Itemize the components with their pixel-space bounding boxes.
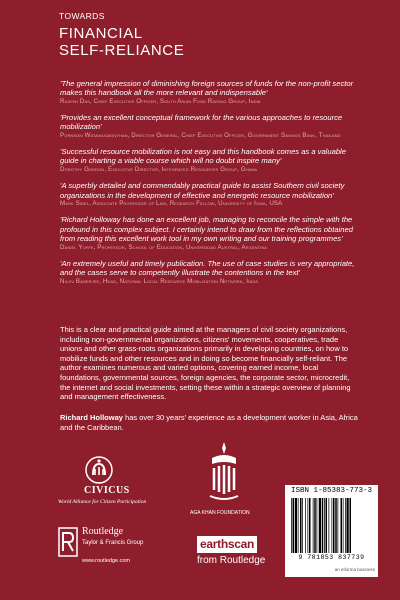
endorsement — [60, 259, 360, 285]
barcode-bar — [322, 498, 324, 553]
earthscan-from: from Routledge — [197, 555, 266, 566]
civicus-tagline: World Alliance for Citizen Participation — [58, 499, 147, 505]
routledge-tagline: Taylor & Francis Group — [82, 540, 144, 546]
barcode-bar — [332, 498, 333, 553]
civicus-name: CIVICUS — [84, 485, 130, 496]
informa-label: an informa business — [334, 567, 375, 572]
barcode-bar — [302, 498, 303, 553]
endorsement-attribution: Nilov Banerjee, Head, National Local Resource Mobilization Network, India — [60, 277, 258, 285]
routledge-name: Routledge — [82, 526, 124, 537]
endorsement-quote: 'A superbly detailed and commendably practical guide to assist Southern civil society organizations in the development of effective and energetic resource mobilization' — [60, 181, 345, 200]
routledge-emblem-icon — [58, 527, 78, 557]
endorsement — [60, 113, 360, 139]
title-line-2: SELF-RELIANCE — [59, 42, 185, 59]
barcode-bar — [338, 498, 339, 553]
barcode-bar — [341, 498, 343, 553]
aga-khan-name: AGA KHAN FOUNDATION — [190, 510, 250, 516]
barcode-bar — [347, 498, 349, 553]
endorsement — [60, 79, 360, 105]
barcode-bar — [314, 498, 316, 553]
barcode-bar — [333, 498, 335, 553]
barcode-number: 9 781853 837739 — [298, 554, 365, 561]
endorsement-attribution: Mark Sidel, Associate Professor of Law, Research Fellow, University of Iowa, USA — [60, 200, 283, 208]
endorsement-quote: 'An extremely useful and timely publication. The use of case studies is very appropriate, and the cases serve to competently illustrate the contentions in the text' — [60, 258, 355, 277]
barcode-bar — [343, 498, 344, 553]
book-description: This is a clear and practical guide aimed at the managers of civil society organizations, including non-governmental organizations, citizens' movements, cooperatives, trade unions and other grass-roots organizations primarily in developing countries, on how to mobilize funds and other resources and in doing so become financially self-reliant. The author examines numerous and varied options, covering earned income, local foundations, governmental sources, foreign agencies, the corporate sector, microcredit, the internet and social investments, setting these within a strategic overview of planning and management effectiveness. — [60, 325, 351, 402]
barcode-bar — [326, 498, 328, 553]
endorsement-quote: 'Richard Holloway has done an excellent job, managing to reconcile the simple with the profound in this complex subject. I certainly intend to draw from the reflections obtained from reading this excellent work tool in my own writing and our training programmes' — [60, 215, 353, 243]
barcode-bar — [291, 498, 292, 553]
barcode-bar — [309, 498, 311, 553]
barcode-bar — [345, 498, 346, 553]
endorsement-quote: 'Successful resource mobilization is not easy and this handbook comes as a valuable guide in charting a viable course which will no doubt inspire many' — [60, 147, 346, 166]
author-bio-text: has over 30 years' experience as a development worker in Asia, Africa and the Caribbean. — [60, 413, 358, 432]
endorsement-attribution: Daniel Yoffe, Professor, School of Education, Universidad Austral, Argentina — [60, 243, 268, 251]
barcode-bar — [313, 498, 314, 553]
title-prefix: TOWARDS — [59, 11, 105, 21]
barcode-bar — [350, 498, 352, 553]
barcode-bar — [295, 498, 297, 553]
barcode-bar — [308, 498, 309, 553]
aga-khan-emblem-icon — [204, 440, 244, 504]
author-name: Richard Holloway — [60, 413, 123, 422]
barcode-bar — [319, 498, 321, 553]
endorsement — [60, 181, 360, 207]
endorsement-quote: 'Provides an excellent conceptual framework for the various approaches to resource mobilization' — [60, 113, 343, 132]
endorsement-quote: 'The general impression of diminishing foreign sources of funds for the non-profit sector makes this handbook all the more relevant and indispensable' — [60, 79, 354, 98]
barcode-bar — [329, 498, 330, 553]
barcode-bar — [298, 498, 299, 553]
aga-khan-foundation-logo — [190, 440, 260, 520]
barcode-bar — [324, 498, 325, 553]
earthscan-wordmark: earthscan — [197, 536, 257, 553]
endorsements — [60, 79, 360, 293]
endorsement — [60, 215, 360, 250]
endorsement-attribution: Dorothy Gordon, Executive Director, Integrated Resources Group, Ghana — [60, 166, 258, 174]
author-bio — [60, 413, 358, 432]
endorsement-attribution: Pornsom Watanasakinthan, Director General, Chief Executive Officer, Government Savings Bank, Thailand — [60, 132, 341, 140]
barcode-bar — [335, 498, 337, 553]
title-line-1: FINANCIAL — [59, 25, 143, 42]
barcode-panel — [285, 485, 378, 577]
earthscan-logo — [197, 535, 277, 575]
barcode-bar — [317, 498, 318, 553]
barcode-bar — [300, 498, 302, 553]
routledge-logo — [58, 525, 168, 575]
barcode-bar — [293, 498, 295, 553]
barcode — [289, 498, 374, 553]
routledge-url: www.routledge.com — [82, 558, 130, 564]
isbn-label: ISBN 1-85383-773-3 — [290, 487, 372, 495]
civicus-logo — [58, 455, 168, 515]
civicus-emblem-icon — [84, 455, 114, 485]
barcode-bar — [305, 498, 306, 553]
endorsement — [60, 147, 360, 173]
endorsement-attribution: Rajesh Das, Chief Executive Officer, South Asian Fund Raising Group, India — [60, 97, 261, 105]
